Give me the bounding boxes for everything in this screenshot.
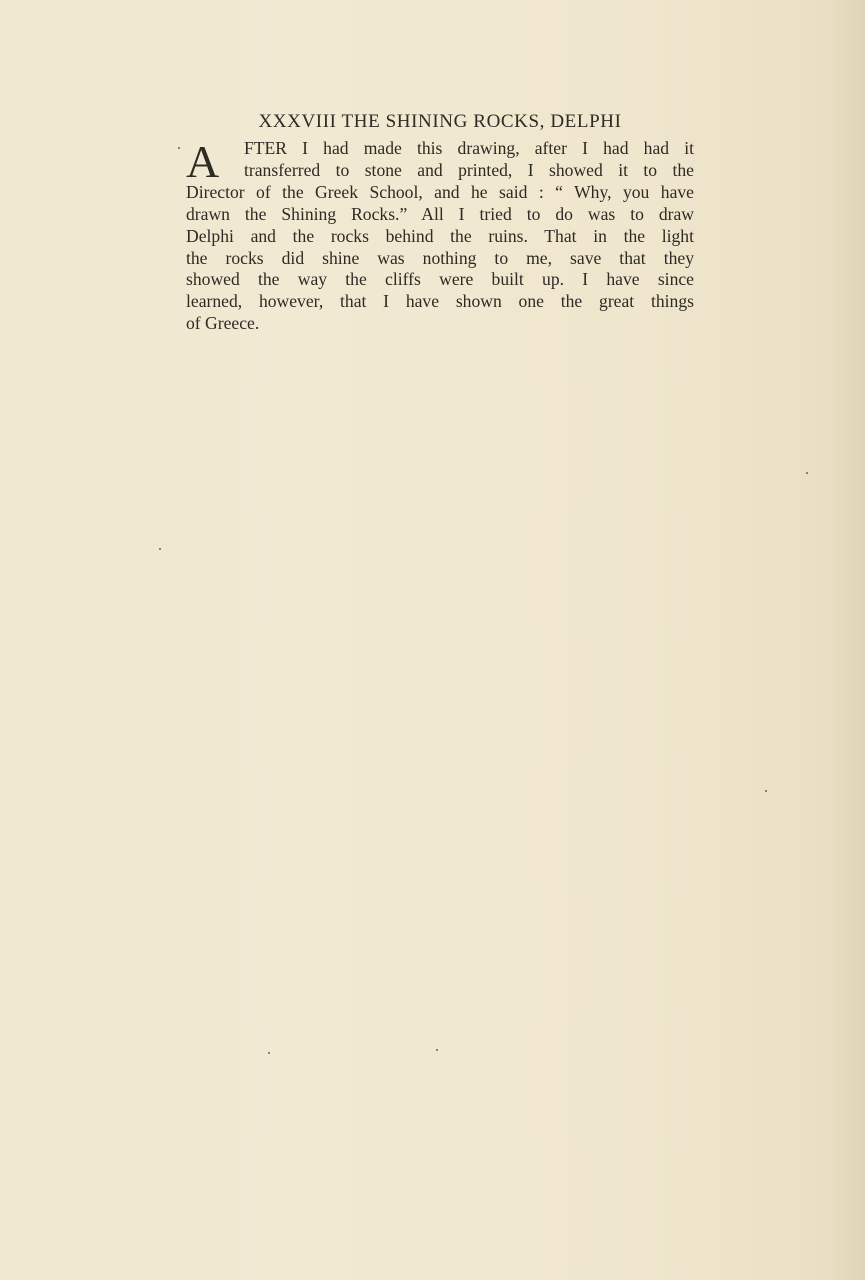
text-line: of Greece. [186,313,260,334]
section-heading: XXXVIII THE SHINING ROCKS, DELPHI [258,111,622,132]
paper-speck [436,1049,438,1051]
page-edge-shading [829,0,865,1280]
text-line: drawn the Shining Rocks.” All I tried to do was to draw [186,203,694,224]
text-line: learned, however, that I have shown one the great things [186,291,694,312]
paper-speck [765,790,767,792]
paper-speck [268,1052,270,1054]
paper-speck [159,548,161,550]
paper-speck [806,472,808,474]
paper-speck [178,147,180,149]
text-line: Director of the Greek School, and he said : “ Why, you have [186,181,694,202]
body-paragraph [186,138,694,335]
text-line: Delphi and the rocks behind the ruins. That in the light [186,225,694,246]
text-line: the rocks did shine was nothing to me, save that they [186,247,694,268]
text-line: transferred to stone and printed, I showed it to the [244,159,694,180]
text-line: FTER I had made this drawing, after I had had it [244,138,694,158]
drop-cap-letter: A [186,136,220,187]
text-line: showed the way the cliffs were built up. I have since [186,269,694,290]
